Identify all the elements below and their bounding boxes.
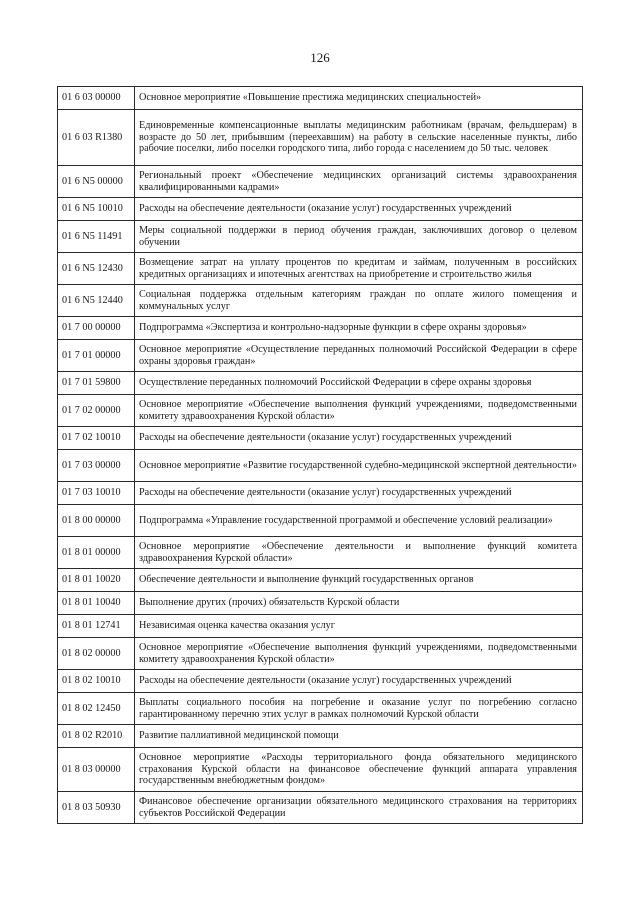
row-code: 01 6 N5 12440 <box>58 285 135 317</box>
row-code: 01 8 03 00000 <box>58 748 135 792</box>
row-code: 01 7 03 10010 <box>58 482 135 505</box>
row-description: Расходы на обеспечение деятельности (оказание услуг) государственных учреждений <box>135 670 583 693</box>
row-code: 01 6 N5 11491 <box>58 221 135 253</box>
row-description: Основное мероприятие «Обеспечение деятельности и выполнение функций комитета здравоохранения Курской области» <box>135 537 583 569</box>
row-description: Независимая оценка качества оказания услуг <box>135 615 583 638</box>
table-row <box>58 340 583 372</box>
row-code: 01 6 03 00000 <box>58 87 135 110</box>
row-description: Основное мероприятие «Развитие государственной судебно-медицинской экспертной деятельности» <box>135 450 583 482</box>
table-row <box>58 537 583 569</box>
row-code: 01 6 03 R1380 <box>58 110 135 166</box>
table-row <box>58 372 583 395</box>
table-row <box>58 285 583 317</box>
table-row <box>58 792 583 824</box>
table-row <box>58 253 583 285</box>
row-code: 01 8 03 50930 <box>58 792 135 824</box>
row-code: 01 7 01 59800 <box>58 372 135 395</box>
table-row <box>58 427 583 450</box>
row-code: 01 8 02 R2010 <box>58 725 135 748</box>
row-description: Обеспечение деятельности и выполнение функций государственных органов <box>135 569 583 592</box>
table-row <box>58 482 583 505</box>
row-code: 01 6 N5 12430 <box>58 253 135 285</box>
table-row <box>58 569 583 592</box>
row-code: 01 6 N5 00000 <box>58 166 135 198</box>
row-description: Осуществление переданных полномочий Российской Федерации в сфере охраны здоровья <box>135 372 583 395</box>
table-row <box>58 221 583 253</box>
row-code: 01 7 01 00000 <box>58 340 135 372</box>
page-number: 126 <box>310 50 330 65</box>
row-description: Региональный проект «Обеспечение медицинских организаций системы здравоохранения квалифицированными кадрами» <box>135 166 583 198</box>
row-description: Расходы на обеспечение деятельности (оказание услуг) государственных учреждений <box>135 482 583 505</box>
row-code: 01 8 01 12741 <box>58 615 135 638</box>
table-row <box>58 317 583 340</box>
table-row <box>58 110 583 166</box>
table-row <box>58 87 583 110</box>
row-description: Единовременные компенсационные выплаты медицинским работникам (врачам, фельдшерам) в возрасте до 50 лет, прибывшим (переехавшим) на работу в сельские населенные пункты, либо рабочие поселки, либо поселки городского типа, либо города с населением до 50 тыс. человек <box>135 110 583 166</box>
row-description: Возмещение затрат на уплату процентов по кредитам и займам, полученным в российских кредитных организациях и ипотечных агентствах на приобретение и строительство жилья <box>135 253 583 285</box>
row-code: 01 8 00 00000 <box>58 505 135 537</box>
table-row <box>58 693 583 725</box>
row-code: 01 6 N5 10010 <box>58 198 135 221</box>
row-code: 01 8 01 10040 <box>58 592 135 615</box>
row-description: Социальная поддержка отдельным категориям граждан по оплате жилого помещения и коммунальных услуг <box>135 285 583 317</box>
row-description: Расходы на обеспечение деятельности (оказание услуг) государственных учреждений <box>135 427 583 450</box>
row-code: 01 7 00 00000 <box>58 317 135 340</box>
table-row <box>58 198 583 221</box>
table-row <box>58 638 583 670</box>
table-row <box>58 592 583 615</box>
table-row <box>58 748 583 792</box>
row-description: Расходы на обеспечение деятельности (оказание услуг) государственных учреждений <box>135 198 583 221</box>
row-code: 01 7 03 00000 <box>58 450 135 482</box>
row-description: Меры социальной поддержки в период обучения граждан, заключивших договор о целевом обучении <box>135 221 583 253</box>
row-description: Основное мероприятие «Повышение престижа медицинских специальностей» <box>135 87 583 110</box>
row-code: 01 7 02 10010 <box>58 427 135 450</box>
row-description: Подпрограмма «Управление государственной программой и обеспечение условий реализации» <box>135 505 583 537</box>
row-description: Основное мероприятие «Обеспечение выполнения функций учреждениями, подведомственными комитету здравоохранения Курской области» <box>135 395 583 427</box>
table-row <box>58 505 583 537</box>
row-code: 01 7 02 00000 <box>58 395 135 427</box>
row-code: 01 8 02 10010 <box>58 670 135 693</box>
table-row <box>58 725 583 748</box>
row-description: Выплаты социального пособия на погребение и оказание услуг по погребению согласно гарантированному перечню этих услуг в рамках полномочий Курской области <box>135 693 583 725</box>
table-row <box>58 166 583 198</box>
row-description: Основное мероприятие «Осуществление переданных полномочий Российской Федерации в сфере охраны здоровья граждан» <box>135 340 583 372</box>
table-row <box>58 615 583 638</box>
row-description: Основное мероприятие «Обеспечение выполнения функций учреждениями, подведомственными комитету здравоохранения Курской области» <box>135 638 583 670</box>
table-row <box>58 395 583 427</box>
row-description: Подпрограмма «Экспертиза и контрольно-надзорные функции в сфере охраны здоровья» <box>135 317 583 340</box>
table-row <box>58 450 583 482</box>
row-description: Развитие паллиативной медицинской помощи <box>135 725 583 748</box>
row-code: 01 8 01 00000 <box>58 537 135 569</box>
row-code: 01 8 02 12450 <box>58 693 135 725</box>
row-code: 01 8 01 10020 <box>58 569 135 592</box>
row-description: Финансовое обеспечение организации обязательного медицинского страхования на территориях субъектов Российской Федерации <box>135 792 583 824</box>
row-description: Выполнение других (прочих) обязательств Курской области <box>135 592 583 615</box>
table-row <box>58 670 583 693</box>
row-code: 01 8 02 00000 <box>58 638 135 670</box>
row-description: Основное мероприятие «Расходы территориального фонда обязательного медицинского страхования Курской области на финансовое обеспечение функций аппарата управления государственным внебюджетным фондом» <box>135 748 583 792</box>
budget-classification-table <box>57 86 583 824</box>
